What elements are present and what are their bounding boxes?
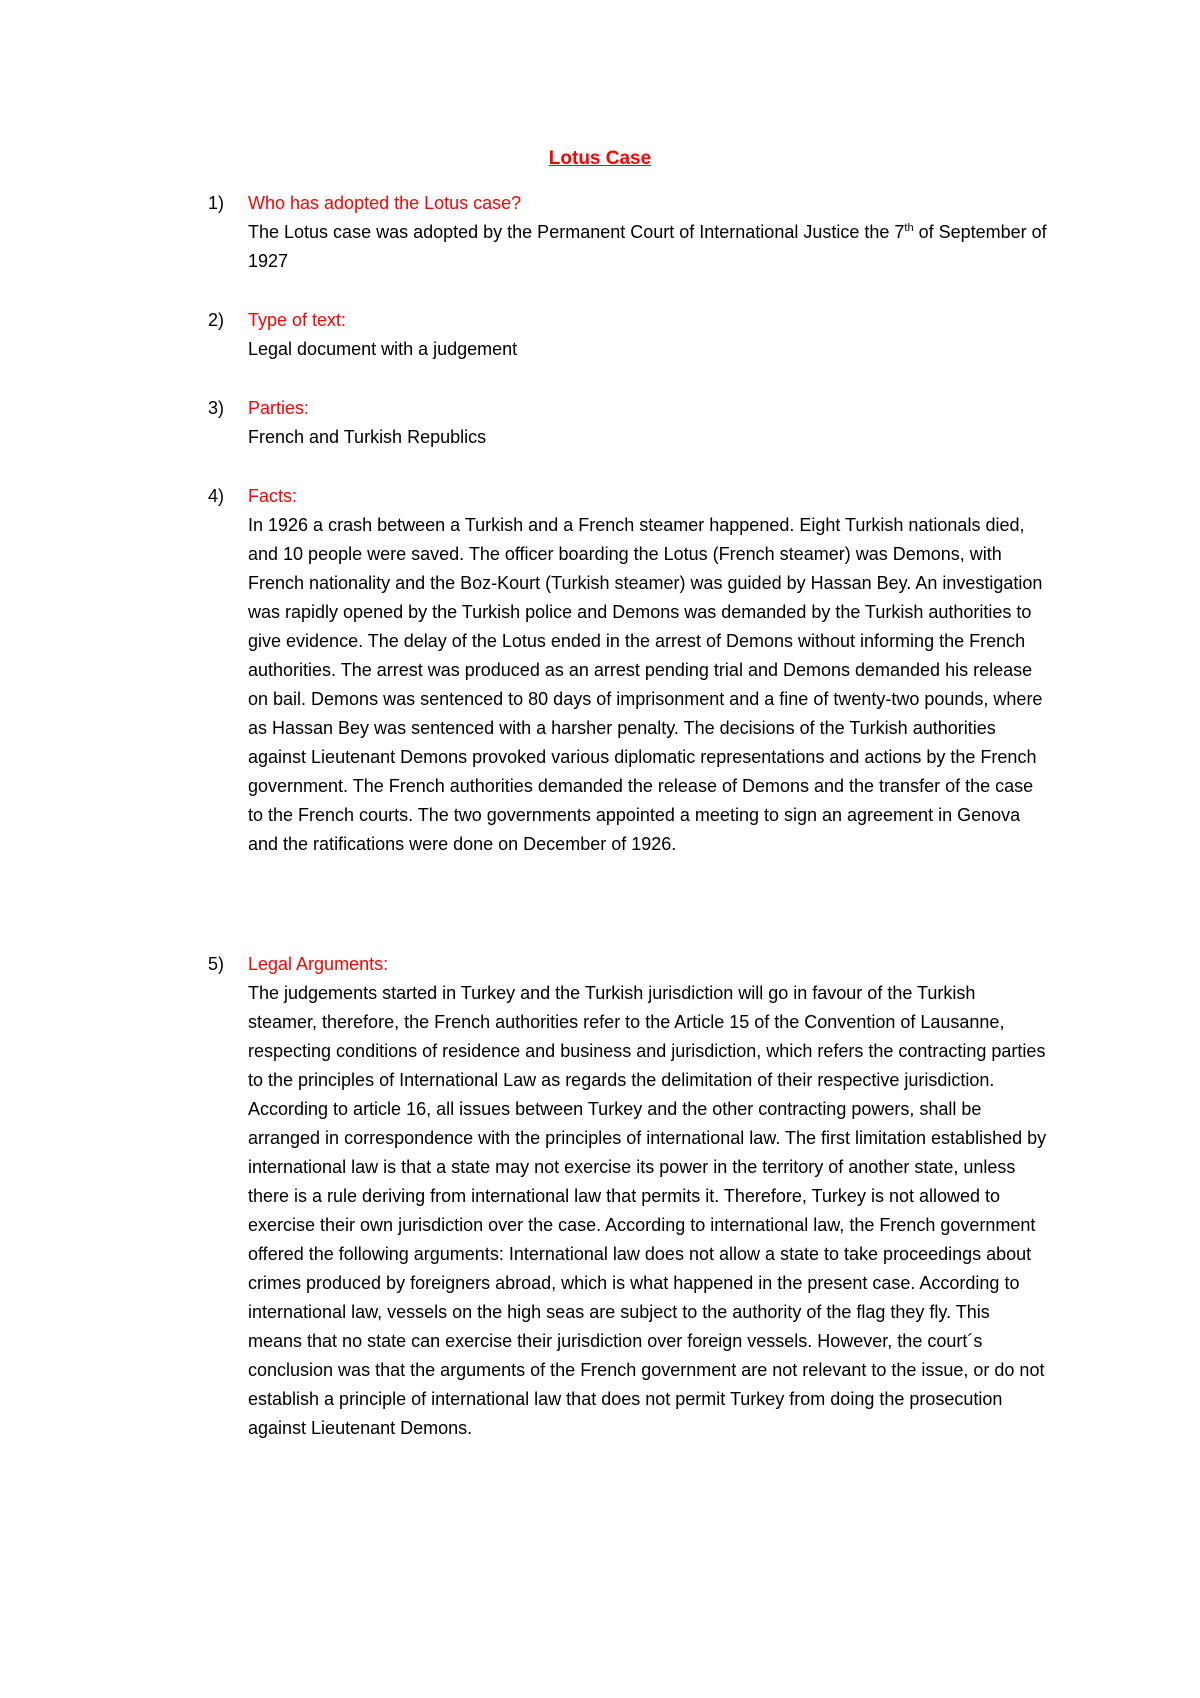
- section-body: Legal document with a judgement: [248, 339, 518, 359]
- section-heading: Parties:: [248, 398, 310, 418]
- section-number: 3): [208, 398, 225, 418]
- section-5: [208, 950, 1048, 1443]
- section-body: [248, 218, 1048, 276]
- section-body: In 1926 a crash between a Turkish and a French steamer happened. Eight Turkish nationals died, and 10 people were saved. The officer boarding the Lotus (French steamer) was Demons, with French nationality and the Boz-Kourt (Turkish steamer) was guided by Hassan Bey. An investigation was rapidly opened by the Turkish police and Demons was demanded by the Turkish authorities to give evidence. The delay of the Lotus ended in the arrest of Demons without informing the French authorities. The arrest was produced as an arrest pending trial and Demons demanded his release on bail. Demons was sentenced to 80 days of imprisonment and a fine of twenty-two pounds, where as Hassan Bey was sentenced with a harsher penalty. The decisions of the Turkish authorities against Lieutenant Demons provoked various diplomatic representations and actions by the French government. The French authorities demanded the release of Demons and the transfer of the case to the French courts. The two governments appointed a meeting to sign an agreement in Genova and the ratifications were done on December of 1926.: [248, 515, 1043, 854]
- body-text-start: The Lotus case was adopted by the Permanent Court of International Justice the 7: [248, 222, 905, 242]
- section-heading: Who has adopted the Lotus case?: [248, 193, 522, 213]
- section-2: [208, 306, 1048, 364]
- section-body: The judgements started in Turkey and the Turkish jurisdiction will go in favour of the Turkish steamer, therefore, the French authorities refer to the Article 15 of the Convention of Lausanne, respecting conditions of residence and business and jurisdiction, which refers the contracting parties to the principles of International Law as regards the delimitation of their respective jurisdiction. According to article 16, all issues between Turkey and the other contracting powers, shall be arranged in correspondence with the principles of international law. The first limitation established by international law is that a state may not exercise its power in the territory of another state, unless there is a rule deriving from international law that permits it. Therefore, Turkey is not allowed to exercise their own jurisdiction over the case. According to international law, the French government offered the following arguments: International law does not allow a state to take proceedings about crimes produced by foreigners abroad, which is what happened in the present case. According to international law, vessels on the high seas are subject to the authority of the flag they fly. This means that no state can exercise their jurisdiction over foreign vessels. However, the court´s conclusion was that the arguments of the French government are not relevant to the issue, or do not establish a principle of international law that does not permit Turkey from doing the prosecution against Lieutenant Demons.: [248, 983, 1047, 1438]
- section-1: [208, 189, 1048, 276]
- section-number: 4): [208, 486, 225, 506]
- section-heading: Type of text:: [248, 310, 347, 330]
- section-3: [208, 394, 1048, 452]
- section-number: 1): [208, 193, 225, 213]
- body-text-end: of September of 1927: [248, 222, 1047, 271]
- document-title: Lotus Case: [548, 148, 652, 169]
- section-number: 2): [208, 310, 225, 330]
- section-heading: Legal Arguments:: [248, 954, 389, 974]
- section-number: 5): [208, 954, 225, 974]
- ordinal-suffix: th: [904, 222, 914, 234]
- section-body: French and Turkish Republics: [248, 427, 487, 447]
- section-4: [208, 482, 1048, 859]
- section-heading: Facts:: [248, 486, 298, 506]
